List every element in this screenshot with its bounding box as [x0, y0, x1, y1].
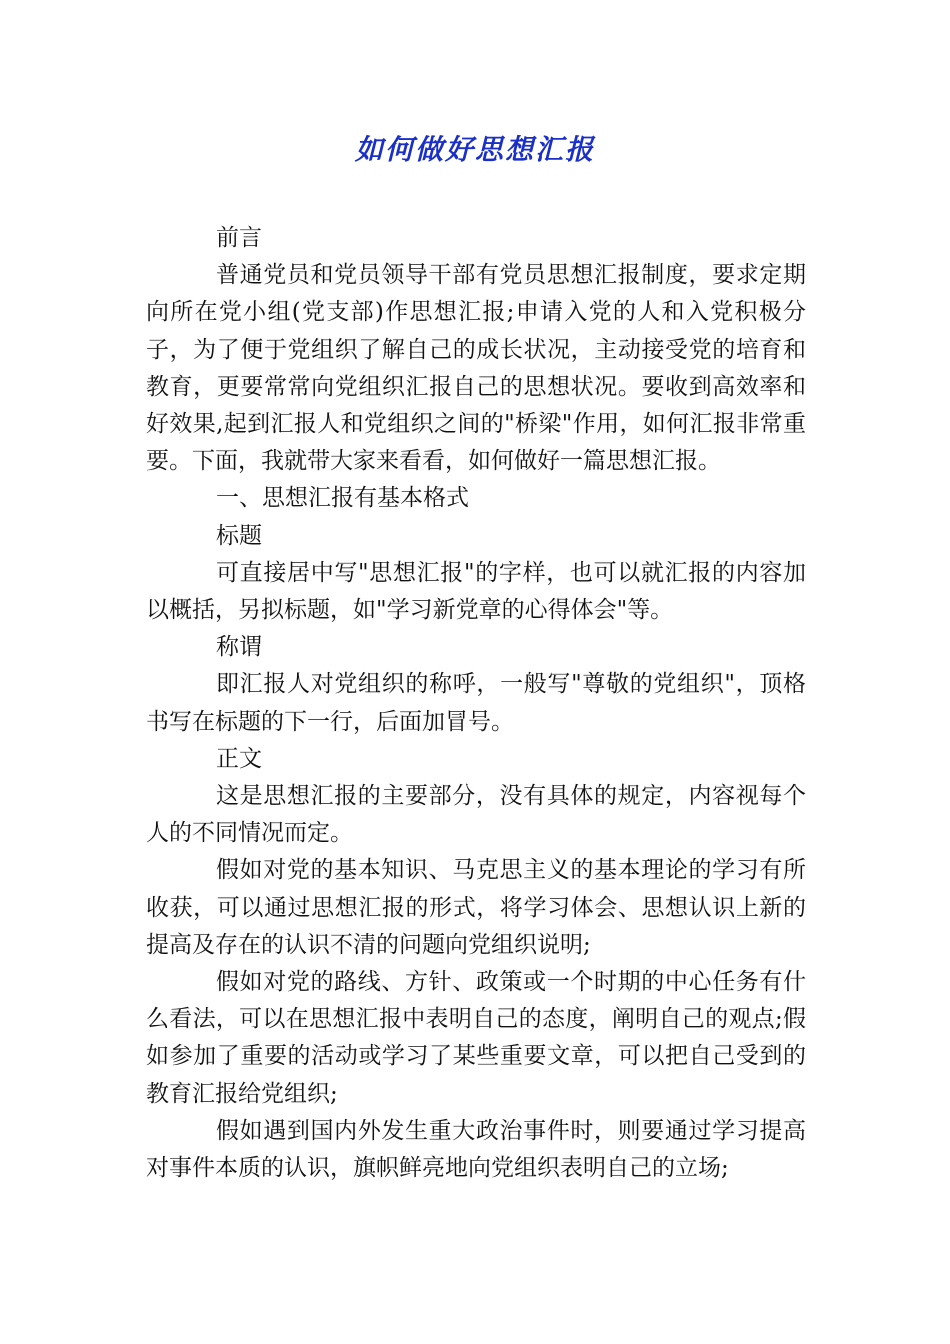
section-heading: 一、思想汇报有基本格式 [216, 485, 469, 512]
section-heading: 称谓 [216, 634, 262, 661]
section-heading: 正文 [216, 745, 262, 772]
document-title: 如何做好思想汇报 [354, 133, 595, 166]
paragraph: 假如对党的基本知识、马克思主义的基本理论的学习有所收获，可以通过思想汇报的形式，将学习体会、思想认识上新的提高及存在的认识不清的问题向党组织说明; [146, 857, 806, 958]
document-body [146, 220, 806, 1187]
paragraph: 假如对党的路线、方针、政策或一个时期的中心任务有什么看法，可以在思想汇报中表明自己的态度，阐明自己的观点;假如参加了重要的活动或学习了某些重要文章，可以把自己受到的教育汇报给党组织; [146, 969, 806, 1107]
section-heading: 前言 [216, 225, 262, 251]
paragraph: 即汇报人对党组织的称呼，一般写"尊敬的党组织"，顶格书写在标题的下一行，后面加冒号。 [146, 671, 806, 735]
paragraph: 可直接居中写"思想汇报"的字样，也可以就汇报的内容加以概括，另拟标题，如"学习新党章的心得体会"等。 [146, 559, 806, 624]
paragraph: 普通党员和党员领导干部有党员思想汇报制度，要求定期向所在党小组(党支部)作思想汇报;申请入党的人和入党积极分子，为了便于党组织了解自己的成长状况，主动接受党的培育和教育，更要常常向党组织汇报自己的思想状况。要收到高效率和好效果,起到汇报人和党组织之间的"桥梁"作用，如何汇报非常重要。下面，我就带大家来看看，如何做好一篇思想汇报。 [146, 262, 806, 475]
paragraph: 这是思想汇报的主要部分，没有具体的规定，内容视每个人的不同情况而定。 [146, 783, 806, 847]
paragraph: 假如遇到国内外发生重大政治事件时，则要通过学习提高对事件本质的认识，旗帜鲜亮地向党组织表明自己的立场; [146, 1117, 806, 1182]
section-heading: 标题 [216, 522, 262, 549]
